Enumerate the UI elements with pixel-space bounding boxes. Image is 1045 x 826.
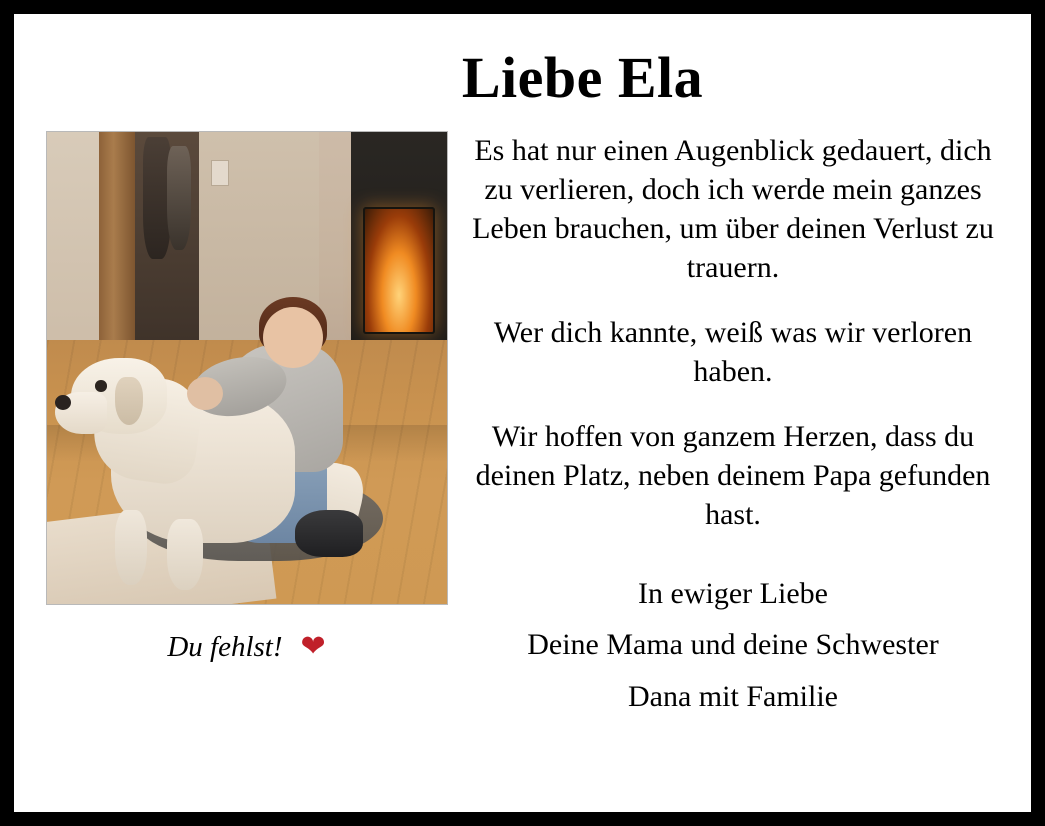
photo-stove-fire — [363, 207, 435, 334]
page-title: Liebe Ela — [461, 45, 704, 110]
photo-woman-shoe — [295, 510, 363, 557]
photo-column — [44, 131, 449, 664]
verse-paragraph: Wir hoffen von ganzem Herzen, dass du deinen Platz, neben deinem Papa gefunden hast. — [475, 419, 991, 531]
text-column — [449, 131, 1001, 717]
photo-woman-head — [263, 307, 323, 368]
photo-light-switch — [211, 160, 229, 186]
closing-line-3: Dana mit Familie — [628, 680, 838, 714]
verse-paragraph: Wer dich kannte, weiß was wir verloren haben. — [493, 315, 973, 388]
closing-line-1: In ewiger Liebe — [638, 576, 828, 610]
photo-door-frame — [99, 132, 135, 349]
verse-paragraph: Es hat nur einen Augenblick gedauert, dich zu verlieren, doch ich werde mein ganzes Leben brauchen, um über deinen Verlust zu trauern. — [472, 133, 994, 284]
photo-coat-second — [167, 146, 191, 250]
photo-dog-eye — [95, 380, 107, 391]
photo-dog-ear — [115, 377, 143, 424]
caption-text: Du fehlst! — [167, 630, 283, 663]
photo-caption — [167, 631, 325, 664]
card-inner — [14, 14, 1031, 812]
card-content — [44, 131, 1001, 717]
closing-line-2: Deine Mama und deine Schwester — [527, 628, 939, 662]
photo-woman-hand — [187, 377, 223, 410]
photo-dog-rear-leg — [167, 519, 203, 590]
photo-dog-front-leg — [115, 510, 147, 586]
photo-scene — [47, 132, 447, 604]
memorial-photo — [46, 131, 448, 605]
photo-dog-nose — [55, 395, 71, 410]
broken-heart-icon: ❤ — [300, 630, 326, 664]
closing-block — [471, 574, 995, 717]
